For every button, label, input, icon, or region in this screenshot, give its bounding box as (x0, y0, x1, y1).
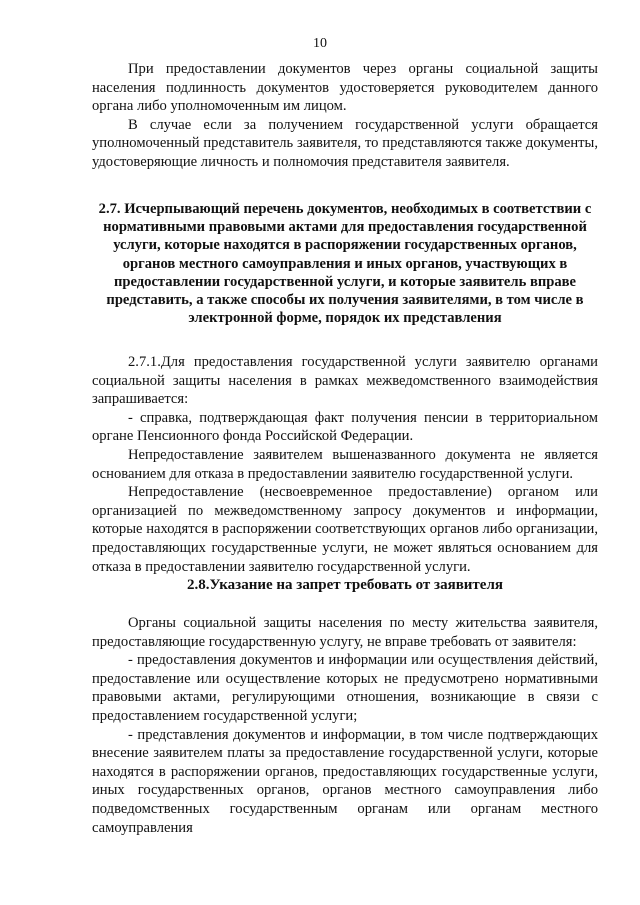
section-2-8-paragraph-2: - предоставления документов и информации или осуществления действий, предоставление или осуществление которых не предусмотрено нормативными правовыми актами, регулирующими отношения, возникающие в связи с предоставлением государственной услуги; (92, 652, 598, 724)
intro-paragraph-1: При предоставлении документов через органы социальной защиты населения подлинность документов удостоверяется руководителем данного органа либо уполномоченным им лицом. (92, 61, 598, 115)
section-2-7-body (92, 353, 598, 576)
section-2-7-paragraph-4: Непредоставление (несвоевременное предоставление) органом или организацией по межведомственному запросу документов и информации, которые находятся в распоряжении соответствующих органов либо организации, предоставляющих государственные услуги, не может являться основанием для отказа в предоставлении заявителю государственной услуги. (92, 484, 598, 575)
section-2-8-paragraph-3: - представления документов и информации, в том числе подтверждающих внесение заявителем платы за предоставление государственной услуги, которые находятся в распоряжении органов, предоставляющих государственные услуги, иных государственных органов, органов местного самоуправления либо подведомственных государственным органам или органам местного самоуправления (92, 726, 598, 836)
section-2-7-paragraph-1: 2.7.1.Для предоставления государственной услуги заявителю органами социальной защиты населения в рамках межведомственного взаимодействия запрашивается: (92, 354, 598, 408)
intro-paragraph-2: В случае если за получением государственной услуги обращается уполномоченный представитель заявителя, то представляются также документы, удостоверяющие личность и полномочия представителя заявителя. (92, 116, 598, 170)
page-number: 10 (313, 36, 327, 51)
section-2-7-paragraph-2: - справка, подтверждающая факт получения пенсии в территориальном органе Пенсионного фонда Российской Федерации. (92, 409, 598, 445)
section-2-8-body (92, 614, 598, 837)
intro-block (92, 60, 598, 172)
section-2-7-heading: 2.7. Исчерпывающий перечень документов, необходимых в соответствии с нормативными правовыми актами для предоставления государственной услуги, которые находятся в распоряжении государственных органов, органов местного самоуправления и иных органов, участвующих в предоставлении государственной услуги, и которые заявитель вправе представить, а также способы их получения заявителями, в том числе в электронной форме, порядок их представления (98, 201, 592, 327)
section-2-7-paragraph-3: Непредоставление заявителем вышеназванного документа не является основанием для отказа в предоставлении заявителю государственной услуги. (92, 446, 598, 482)
section-2-8-heading: 2.8.Указание на запрет требовать от заявителя (186, 577, 503, 593)
section-2-8-paragraph-1: Органы социальной защиты населения по месту жительства заявителя, предоставляющие государственную услугу, не вправе требовать от заявителя: (92, 615, 598, 650)
